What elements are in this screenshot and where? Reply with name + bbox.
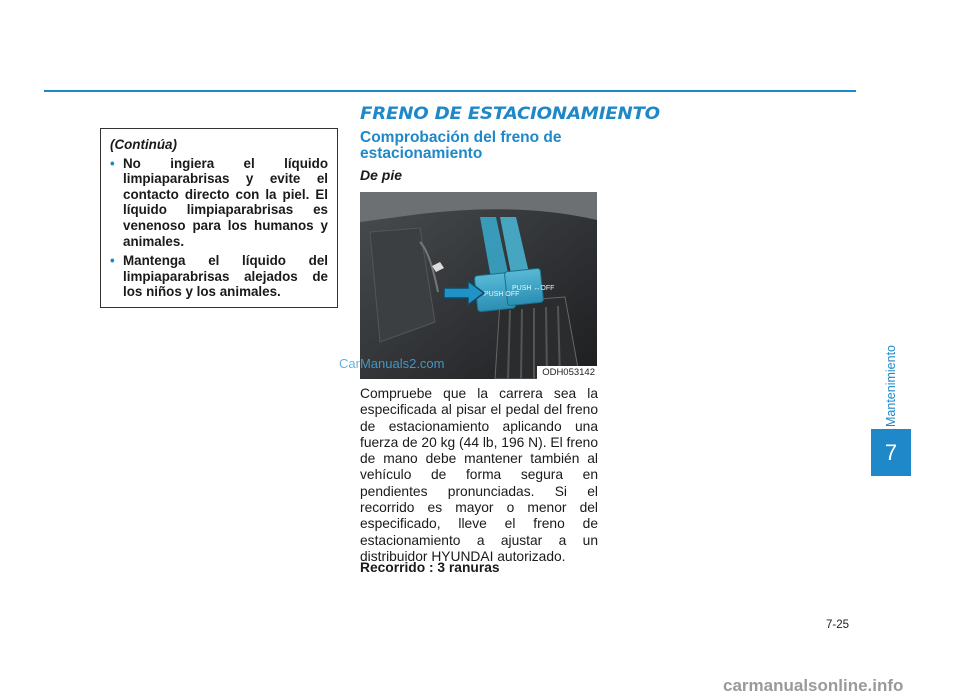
bullet-dot-icon: •: [110, 155, 115, 171]
caution-item: [110, 156, 328, 250]
parking-brake-illustration: [360, 192, 597, 379]
top-divider: [44, 90, 856, 92]
chapter-side-label: [876, 343, 906, 429]
caution-item-text: No ingiera el líquido limpiaparabrisas y evite el contacto directo con la piel. El líquido limpiaparabrisas es venenoso para los humanos y animales.: [123, 155, 328, 249]
parking-brake-figure: [360, 192, 597, 379]
page-number: 7-25: [826, 619, 850, 631]
figure-code: ODH053142: [537, 366, 597, 379]
caution-list: [110, 156, 328, 300]
pedal-label-push-off: PUSH ↔OFF: [512, 285, 555, 292]
footer-watermark: carmanualsonline.info: [723, 676, 904, 695]
chapter-side-label-text: Mantenimiento: [884, 345, 898, 427]
watermark: CarManuals2.com: [339, 356, 445, 371]
travel-line: Recorrido : 3 ranuras: [360, 560, 500, 575]
body-paragraph: Compruebe que la carrera sea la especificada al pisar el pedal del freno de estacionamiento aplicando una fuerza de 20 kg (44 lb, 196 N). El freno de mano debe mantener también al vehículo de forma segura en pendientes pronunciadas. Si el recorrido es mayor o menor del especificado, lleve el freno de estacionamiento a ajustar a un distribuidor HYUNDAI autorizado.: [360, 386, 598, 564]
caution-heading: (Continúa): [110, 137, 177, 152]
caution-item: [110, 253, 328, 300]
bullet-dot-icon: •: [110, 253, 115, 269]
pedal-label-push: PUSH OFF: [484, 291, 520, 298]
mode-heading: De pie: [360, 167, 403, 183]
section-title: FRENO DE ESTACIONAMIENTO: [360, 104, 660, 124]
subsection-title: Comprobación del freno de estacionamiento: [360, 129, 562, 162]
chapter-tab: 7: [871, 429, 911, 476]
caution-item-text: Mantenga el líquido del limpiaparabrisas alejados de los niños y los animales.: [123, 253, 328, 300]
caution-box: [100, 128, 338, 308]
